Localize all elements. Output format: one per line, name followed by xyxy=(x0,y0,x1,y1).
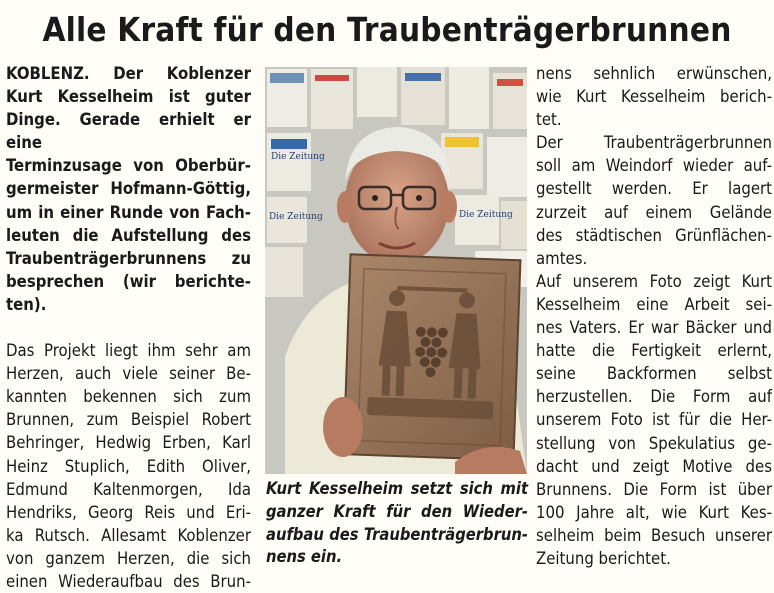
body-line: Auf unserem Foto zeigt Kurt xyxy=(536,271,772,291)
lead-line: leuten die Aufstellung des xyxy=(6,225,251,245)
body-line: Hendriks, Georg Reis und Eri- xyxy=(6,502,251,522)
wall-poster-text: Die Zeitung xyxy=(271,152,325,162)
right-column xyxy=(536,62,772,570)
body-line: Edmund Kaltenmorgen, Ida xyxy=(6,479,251,499)
lead-line: Traubenträgerbrunnens zu xyxy=(6,248,251,268)
caption-line: ganzer Kraft für den Wieder- xyxy=(266,501,528,521)
body-line: Kesselheim eine Arbeit sei- xyxy=(536,294,772,314)
lead-line: germeister Hofmann-Göttig, xyxy=(6,179,251,199)
photo-caption xyxy=(266,478,528,569)
body-line: Brunnen, zum Beispiel Robert xyxy=(6,410,251,430)
headline: Alle Kraft für den Traubenträgerbrunnen xyxy=(42,10,732,49)
body-line: seine Backformen selbst xyxy=(536,364,772,384)
caption-line: nens ein. xyxy=(266,547,343,567)
body-line: dacht und zeigt Motive des xyxy=(536,456,772,476)
body-line: von ganzem Herzen, die sich xyxy=(6,548,251,568)
wall-poster-text: Die Zeitung xyxy=(269,212,323,222)
body-line: Das Projekt liegt ihm sehr am xyxy=(6,341,251,361)
lead-line: Terminzusage von Oberbür- xyxy=(6,156,251,176)
body-line: nens sehnlich erwünschen, xyxy=(536,64,772,83)
lead-line: KOBLENZ. Der Koblenzer xyxy=(6,64,251,83)
lead-line: Dinge. Gerade erhielt er eine xyxy=(6,110,251,153)
body-line: herzustellen. Die Form auf xyxy=(536,387,772,407)
body-line: unserem Foto ist für die Her- xyxy=(536,410,772,430)
lead-paragraph xyxy=(6,62,251,316)
body-line: nes Vaters. Er war Bäcker und xyxy=(536,318,772,338)
body-line: gestellt werden. Er lagert xyxy=(536,179,772,199)
body-line: 100 Jahre alt, wie Kurt Kes- xyxy=(536,502,772,522)
lead-line: Kurt Kesselheim ist guter xyxy=(6,87,251,107)
body-line: selheim beim Besuch unserer xyxy=(536,525,772,545)
body-line: tet. xyxy=(536,110,562,130)
body-line: des städtischen Grünflächen- xyxy=(536,225,772,245)
body-line: wie Kurt Kesselheim berich- xyxy=(536,87,772,107)
body-line: ka Rutsch. Allesamt Koblenzer xyxy=(6,525,251,545)
body-line: kannten bekennen sich zum xyxy=(6,387,251,407)
body-line: Herzen, auch viele seiner Be- xyxy=(6,364,251,384)
article-photo xyxy=(265,67,527,474)
body-line: einen Wiederaufbau des Brun- xyxy=(6,571,251,591)
body-line: stellung von Spekulatius ge- xyxy=(536,433,772,453)
body-line: Der Traubenträgerbrunnen xyxy=(536,133,772,153)
caption-line: aufbau des Traubenträgerbrun- xyxy=(266,524,528,544)
lead-line: um in einer Runde von Fach- xyxy=(6,202,251,222)
lead-line: besprechen (wir berichte- xyxy=(6,271,251,291)
body-line: zurzeit auf einem Gelände xyxy=(536,202,772,222)
left-column xyxy=(6,62,251,593)
wall-poster-text: Die Zeitung xyxy=(459,210,513,220)
body-line: Heinz Stuplich, Edith Oliver, xyxy=(6,456,251,476)
body-line: Brunnens. Die Form ist über xyxy=(536,479,772,499)
caption-line: Kurt Kesselheim setzt sich mit xyxy=(266,479,528,498)
body-line: soll am Weindorf wieder auf- xyxy=(536,156,772,176)
body-line: Behringer, Hedwig Erben, Karl xyxy=(6,433,251,453)
lead-line: ten). xyxy=(6,294,47,314)
body-line: hatte die Fertigkeit erlernt, xyxy=(536,341,772,361)
body-line: Zeitung berichtet. xyxy=(536,548,671,568)
body-line: amtes. xyxy=(536,248,588,268)
body-paragraph-1 xyxy=(6,339,251,593)
